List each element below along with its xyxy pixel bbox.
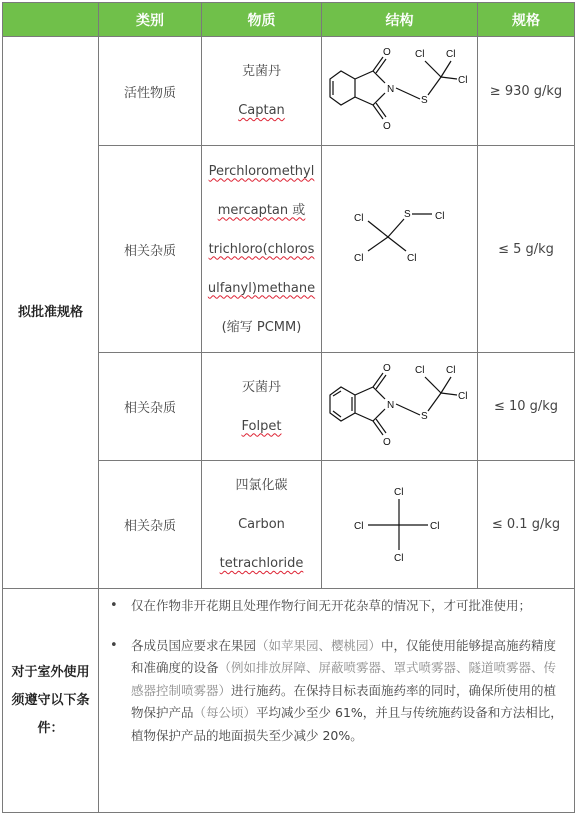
substance-line-text: mercaptan 或 (217, 202, 306, 218)
conditions-content (99, 589, 575, 813)
substance-line: 克菌丹 (241, 64, 281, 79)
row-category: 相关杂质 (99, 146, 202, 353)
atom-label: Cl (414, 364, 424, 376)
atom-label: S (420, 410, 428, 422)
substance-line (202, 91, 321, 130)
header-blank (3, 3, 99, 37)
bullet-icon: • (110, 637, 118, 653)
atom-label: N (386, 84, 394, 95)
atom-label: N (386, 399, 394, 411)
row-structure (322, 461, 478, 589)
row-substance (202, 146, 322, 353)
substance-line (202, 544, 321, 583)
condition-text: 中，仅能使用能够提高施药精度和准确度的设备 (131, 637, 557, 675)
condition-text-aside: （例如排放屏障、屏蔽喷雾器、罩式喷雾器、隧道喷雾器、传感器控制喷雾器） (131, 660, 557, 698)
condition-text: 仅在作物非开花期且处理作物行间无开花杂草的情况下，才可批准使用； (131, 598, 532, 613)
list-item (103, 595, 568, 618)
substance-line: 四氯化碳 (235, 478, 288, 493)
header-spec: 规格 (478, 3, 575, 37)
atom-label: Cl (353, 213, 363, 224)
substance-line (202, 407, 321, 446)
header-category: 类别 (99, 3, 202, 37)
atom-label: O (382, 436, 391, 448)
condition-text-aside: （每公顷） (193, 705, 257, 720)
atom-label: S (420, 95, 428, 106)
carbon-tetrachloride-structure-icon (350, 485, 450, 565)
atom-label: O (382, 121, 391, 132)
row-substance (202, 353, 322, 461)
atom-label: Cl (393, 552, 403, 564)
row-substance (202, 37, 322, 146)
specification-table (2, 2, 575, 813)
row-spec: ≤ 5 g/kg (478, 146, 575, 353)
row-substance (202, 461, 322, 589)
condition-text: 各成员国应要求在果园 (131, 637, 257, 653)
condition-text: 平均减少至少 61%，并且与传统施药设备和方法相比，植物保护产品的地面损失至少减少 20%。 (131, 705, 563, 743)
table-header-row (3, 3, 575, 37)
list-item (103, 635, 568, 748)
bullet-icon: • (110, 598, 118, 613)
spec-section-label: 拟批准规格 (3, 37, 99, 589)
conditions-list (103, 595, 568, 747)
row-structure (322, 146, 478, 353)
substance-line-text: tetrachloride (219, 556, 304, 571)
atom-label: Cl (353, 520, 363, 532)
atom-label: Cl (414, 49, 424, 60)
substance-line-text: Captan (238, 103, 285, 118)
substance-line: (缩写 PCMM) (221, 319, 302, 335)
substance-line-text: Perchloromethyl (208, 163, 315, 179)
substance-line (202, 152, 321, 191)
row-spec: ≤ 10 g/kg (478, 353, 575, 461)
row-category: 活性物质 (99, 37, 202, 146)
condition-text: 进行施药。在保持目标表面施药率的同时，确保所使用的植物保护产品 (131, 682, 557, 720)
row-category: 相关杂质 (99, 353, 202, 461)
row-structure (322, 37, 478, 146)
atom-label: Cl (393, 486, 403, 498)
atom-label: O (382, 47, 391, 58)
table-row (3, 37, 575, 146)
folpet-structure-icon (325, 359, 475, 455)
row-category: 相关杂质 (99, 461, 202, 589)
header-structure: 结构 (322, 3, 478, 37)
atom-label: Cl (445, 49, 455, 60)
substance-line: 灭菌丹 (241, 379, 281, 395)
atom-label: Cl (457, 390, 467, 402)
row-structure (322, 353, 478, 461)
atom-label: Cl (406, 253, 416, 264)
atom-label: Cl (353, 253, 363, 264)
atom-label: Cl (457, 75, 467, 86)
substance-line-text: trichloro(chloros (208, 241, 315, 257)
header-substance: 物质 (202, 3, 322, 37)
pcmm-structure-icon (340, 187, 460, 267)
substance-line (202, 230, 321, 269)
substance-line-text: Folpet (241, 418, 282, 434)
row-spec: ≤ 0.1 g/kg (478, 461, 575, 589)
substance-line (202, 191, 321, 230)
atom-label: O (382, 362, 391, 374)
atom-label: Cl (445, 364, 455, 376)
row-spec: ≥ 930 g/kg (478, 37, 575, 146)
substance-line (202, 269, 321, 308)
conditions-label: 对于室外使用须遵守以下条件： (3, 589, 99, 813)
atom-label: S (403, 209, 411, 220)
conditions-row (3, 589, 575, 813)
condition-text-aside: （如苹果园、樱桃园） (256, 637, 382, 653)
captan-structure-icon (325, 43, 475, 139)
atom-label: Cl (434, 211, 444, 222)
atom-label: Cl (429, 520, 439, 532)
substance-line-text: ulfanyl)methane (207, 280, 316, 296)
substance-line: Carbon (238, 517, 285, 532)
